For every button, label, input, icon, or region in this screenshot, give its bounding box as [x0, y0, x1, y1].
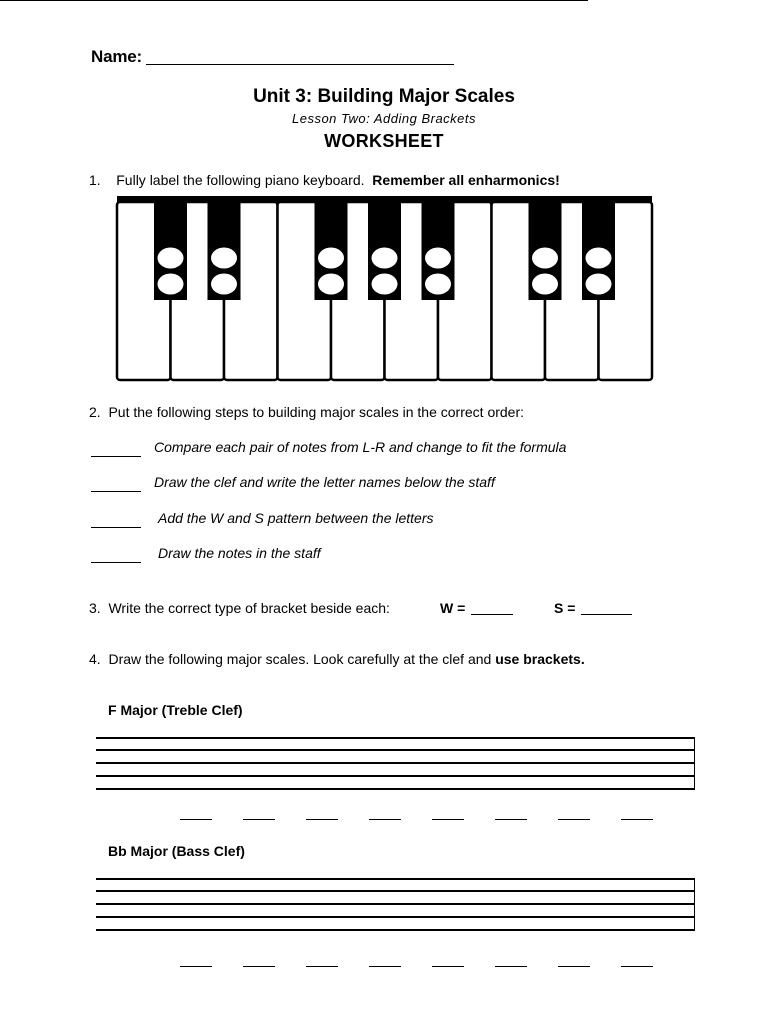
music-staff[interactable]	[96, 737, 695, 791]
black-key-label-spot	[586, 274, 612, 295]
staff-line	[96, 737, 695, 739]
letter-name-blank[interactable]	[369, 819, 401, 820]
scale-title: F Major (Treble Clef)	[108, 702, 243, 718]
worksheet-heading: WORKSHEET	[324, 131, 444, 151]
question-3-text: Write the correct type of bracket beside each:	[108, 600, 390, 616]
scale-title: Bb Major (Bass Clef)	[108, 843, 245, 859]
step-order-blank[interactable]	[91, 562, 141, 563]
step-order-blank[interactable]	[91, 527, 141, 528]
step-text: Draw the clef and write the letter names below the staff	[154, 474, 495, 490]
w-bracket-label: W =	[440, 600, 466, 616]
letter-name-blank[interactable]	[432, 819, 464, 820]
black-key-label-spot	[425, 274, 451, 295]
letter-name-blank[interactable]	[432, 966, 464, 967]
step-text: Draw the notes in the staff	[158, 545, 321, 561]
black-key-label-spot	[372, 248, 398, 269]
staff-line	[96, 775, 695, 777]
question-1-number: 1.	[89, 172, 101, 188]
step-text: Add the W and S pattern between the letters	[158, 510, 434, 526]
top-rule	[0, 0, 588, 1]
letter-name-blank[interactable]	[306, 819, 338, 820]
black-key-label-spot	[318, 248, 344, 269]
question-2-number: 2.	[89, 404, 101, 420]
question-3-number: 3.	[89, 600, 101, 616]
question-1-text: Fully label the following piano keyboard.	[116, 172, 365, 188]
staff-line	[96, 929, 695, 931]
question-3	[89, 600, 390, 616]
question-2-text: Put the following steps to building major scales in the correct order:	[108, 404, 525, 420]
staff-line	[96, 903, 695, 905]
question-1	[89, 172, 560, 188]
letter-name-blanks	[0, 966, 768, 968]
black-key-label-spot	[425, 248, 451, 269]
letter-name-blank[interactable]	[243, 966, 275, 967]
w-bracket-blank[interactable]	[471, 614, 513, 615]
name-field[interactable]	[146, 64, 454, 65]
letter-name-blanks	[0, 819, 768, 821]
step-order-blank[interactable]	[91, 491, 141, 492]
question-4-emphasis: use brackets.	[495, 651, 585, 667]
staff-end-bar	[694, 737, 695, 790]
black-key-label-spot	[532, 248, 558, 269]
staff-line	[96, 878, 695, 880]
music-staff[interactable]	[96, 878, 695, 932]
letter-name-blank[interactable]	[369, 966, 401, 967]
staff-line	[96, 916, 695, 918]
black-key-label-spot	[211, 248, 237, 269]
letter-name-blank[interactable]	[558, 819, 590, 820]
letter-name-blank[interactable]	[243, 819, 275, 820]
letter-name-blank[interactable]	[180, 966, 212, 967]
black-key-label-spot	[586, 248, 612, 269]
letter-name-blank[interactable]	[621, 819, 653, 820]
staff-line	[96, 788, 695, 790]
s-bracket-label: S =	[554, 600, 576, 616]
page-title: Unit 3: Building Major Scales	[253, 86, 515, 107]
question-1-emphasis: Remember all enharmonics!	[372, 172, 560, 188]
lesson-subtitle: Lesson Two: Adding Brackets	[291, 111, 477, 126]
letter-name-blank[interactable]	[306, 966, 338, 967]
black-key-label-spot	[318, 274, 344, 295]
staff-line	[96, 890, 695, 892]
s-bracket-blank[interactable]	[581, 614, 632, 615]
letter-name-blank[interactable]	[495, 966, 527, 967]
black-key-label-spot	[532, 274, 558, 295]
name-label: Name:	[91, 47, 142, 66]
black-key-label-spot	[158, 248, 184, 269]
letter-name-blank[interactable]	[621, 966, 653, 967]
question-4	[89, 651, 585, 667]
staff-line	[96, 762, 695, 764]
staff-end-bar	[694, 878, 695, 931]
question-2	[89, 404, 524, 420]
staff-line	[96, 749, 695, 751]
letter-name-blank[interactable]	[495, 819, 527, 820]
step-text: Compare each pair of notes from L-R and change to fit the formula	[154, 439, 567, 455]
black-key-label-spot	[372, 274, 398, 295]
question-4-text: Draw the following major scales. Look carefully at the clef and	[108, 651, 492, 667]
letter-name-blank[interactable]	[180, 819, 212, 820]
black-key-label-spot	[158, 274, 184, 295]
piano-keyboard	[115, 196, 655, 384]
question-4-number: 4.	[89, 651, 101, 667]
black-key-label-spot	[211, 274, 237, 295]
step-order-blank[interactable]	[91, 456, 141, 457]
letter-name-blank[interactable]	[558, 966, 590, 967]
